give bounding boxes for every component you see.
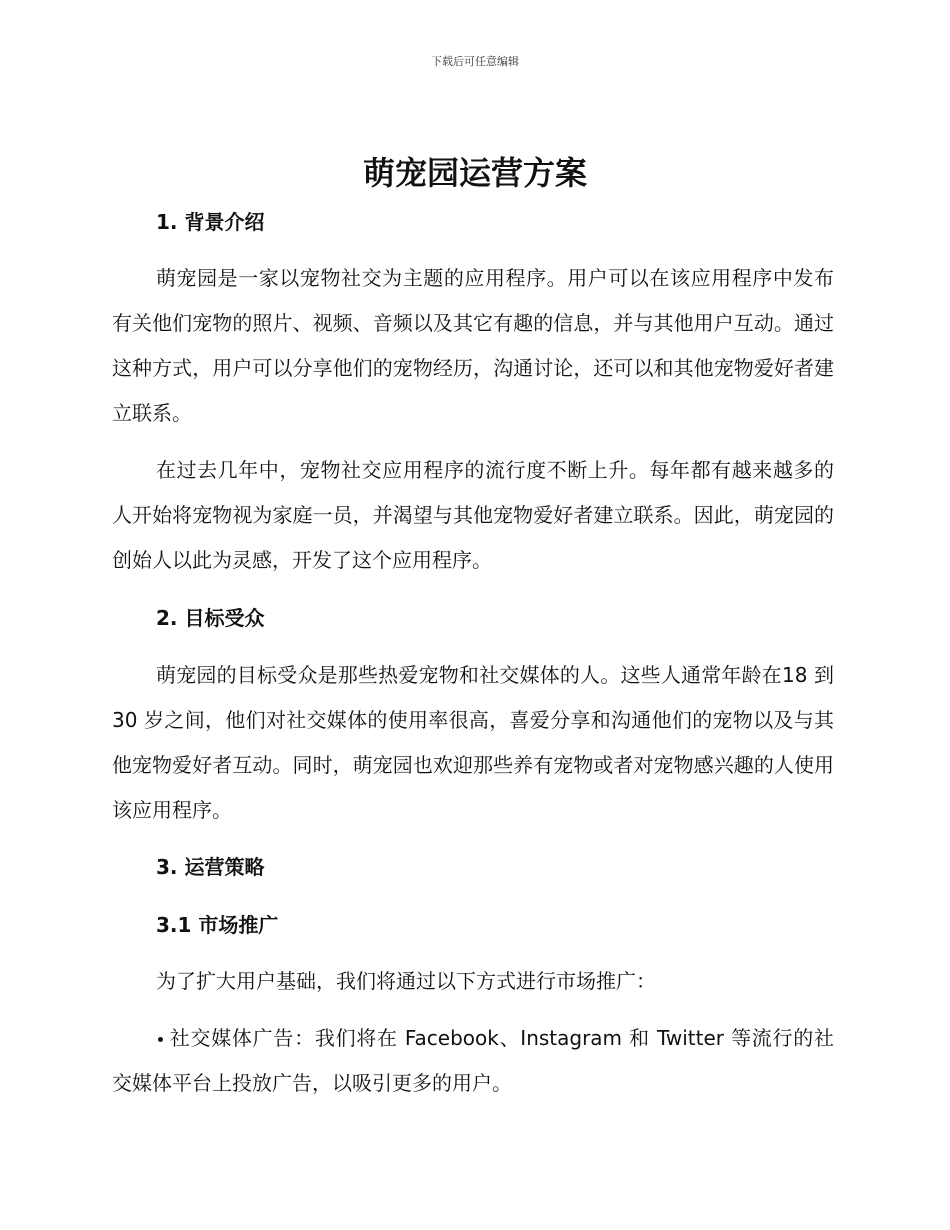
page-header-note: 下载后可任意编辑 <box>431 55 519 68</box>
paragraph-audience: 萌宠园的目标受众是那些热爱宠物和社交媒体的人。这些人通常年龄在18 到 30 岁之间，他们对社交媒体的使用率很高，喜爱分享和沟通他们的宠物以及与其他宠物爱好者互动。同时，萌宠园也欢迎那些养有宠物或者对宠物感兴趣的人使用该应用程序。 <box>112 663 834 822</box>
section-heading-operations: 3. 运营策略 <box>156 855 265 879</box>
section-heading-marketing: 3.1 市场推广 <box>156 913 279 937</box>
bullet-icon <box>158 1037 163 1042</box>
bullet-item-social-ads <box>112 1016 834 1106</box>
section-heading-audience: 2. 目标受众 <box>156 606 265 630</box>
section-heading-background: 1. 背景介绍 <box>156 210 265 234</box>
paragraph-marketing-intro: 为了扩大用户基础，我们将通过以下方式进行市场推广： <box>156 969 656 993</box>
bullet-text: 社交媒体广告：我们将在 Facebook、Instagram 和 Twitter 等流行的社交媒体平台上投放广告，以吸引更多的用户。 <box>112 1026 834 1095</box>
paragraph-background-2: 在过去几年中，宠物社交应用程序的流行度不断上升。每年都有越来越多的人开始将宠物视为家庭一员，并渴望与其他宠物爱好者建立联系。因此，萌宠园的创始人以此为灵感，开发了这个应用程序。 <box>112 458 834 572</box>
document-title: 萌宠园运营方案 <box>362 154 587 192</box>
paragraph-background-1: 萌宠园是一家以宠物社交为主题的应用程序。用户可以在该应用程序中发布有关他们宠物的照片、视频、音频以及其它有趣的信息，并与其他用户互动。通过这种方式，用户可以分享他们的宠物经历，沟通讨论，还可以和其他宠物爱好者建立联系。 <box>112 266 834 425</box>
